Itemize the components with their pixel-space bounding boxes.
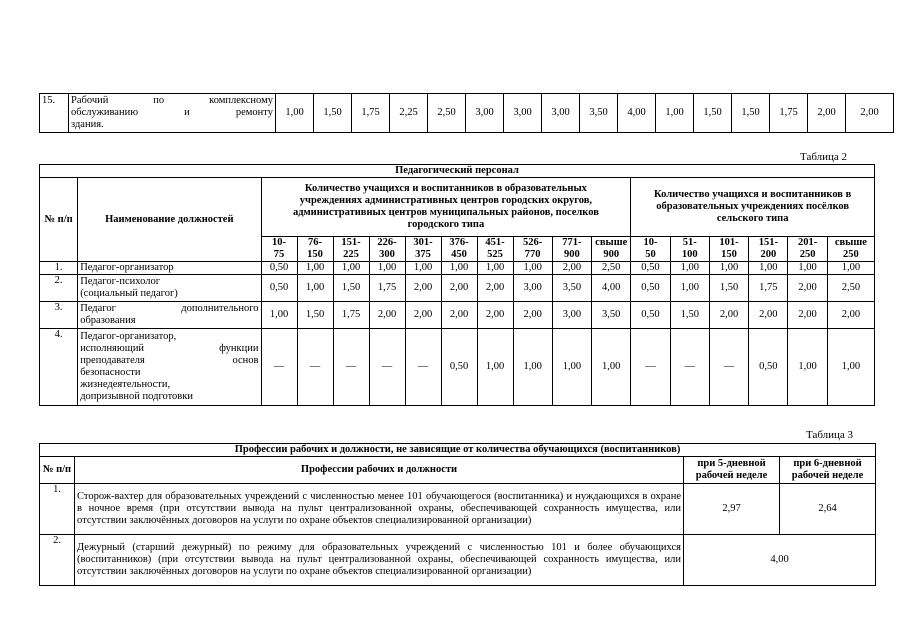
value-cell: 1,00 <box>477 329 513 406</box>
value-cell: 3,00 <box>552 302 591 329</box>
range-header: свыше 900 <box>592 237 631 262</box>
row-number: 2. <box>40 275 78 302</box>
value-cell: 1,50 <box>732 94 770 133</box>
value-cell: 2,00 <box>441 275 477 302</box>
value-cell: 2,00 <box>513 302 552 329</box>
value-cell: 1,00 <box>788 329 827 406</box>
value-cell: 1,50 <box>709 275 748 302</box>
column-header-profession: Профессии рабочих и должности <box>75 457 684 484</box>
value-cell: — <box>670 329 709 406</box>
value-cell: 2,25 <box>390 94 428 133</box>
value-cell: 4,00 <box>618 94 656 133</box>
value-cell: 1,00 <box>749 262 788 275</box>
value-cell: — <box>297 329 333 406</box>
name-line: обслуживанию и ремонту <box>71 107 273 118</box>
range-header: 10- 50 <box>631 237 670 262</box>
value-cell: 2,64 <box>780 484 876 535</box>
value-cell: 0,50 <box>441 329 477 406</box>
value-cell: 3,00 <box>504 94 542 133</box>
value-cell: 2,00 <box>552 262 591 275</box>
value-cell: 2,00 <box>477 302 513 329</box>
row-number: 2. <box>40 535 75 586</box>
table-row <box>40 302 875 329</box>
range-header: свыше 250 <box>827 237 874 262</box>
workers-table <box>39 443 876 586</box>
table-title: Педагогический персонал <box>40 165 875 178</box>
value-cell: 2,50 <box>428 94 466 133</box>
name-line: здания. <box>71 119 104 130</box>
value-cell: 1,00 <box>261 302 297 329</box>
value-cell: 1,75 <box>749 275 788 302</box>
column-header-number: № п/п <box>40 457 75 484</box>
value-cell: — <box>369 329 405 406</box>
column-group-rural: Количество учащихся и воспитанников в образовательных учреждениях посёлков сельского типа <box>631 178 875 237</box>
value-cell: 1,50 <box>297 302 333 329</box>
position-name <box>78 275 261 302</box>
column-header-6day: при 6-дневной рабочей неделе <box>780 457 876 484</box>
value-cell: 2,00 <box>749 302 788 329</box>
value-cell: 0,50 <box>631 302 670 329</box>
value-cell: 2,00 <box>808 94 846 133</box>
name-line: Педагог-организатор <box>80 262 174 273</box>
range-header: 201- 250 <box>788 237 827 262</box>
value-cell: 0,50 <box>261 262 297 275</box>
value-cell: 1,50 <box>694 94 732 133</box>
value-cell: — <box>333 329 369 406</box>
value-cell: 3,50 <box>592 302 631 329</box>
position-name <box>69 94 276 133</box>
range-header: 451- 525 <box>477 237 513 262</box>
name-line: Педагог-психолог <box>80 276 161 287</box>
value-cell: 1,00 <box>592 329 631 406</box>
value-cell: 1,00 <box>788 262 827 275</box>
value-cell: 2,00 <box>477 275 513 302</box>
name-line: Рабочий по комплексному <box>71 95 273 106</box>
value-cell: 1,00 <box>297 262 333 275</box>
range-header: 76- 150 <box>297 237 333 262</box>
row-number: 15. <box>40 94 69 133</box>
value-cell: 1,50 <box>314 94 352 133</box>
row-number: 1. <box>40 262 78 275</box>
column-header-number: № п/п <box>40 178 78 262</box>
value-cell: — <box>631 329 670 406</box>
value-cell: 2,00 <box>846 94 894 133</box>
position-name <box>78 302 261 329</box>
value-cell: — <box>709 329 748 406</box>
staffing-table-fragment <box>39 93 894 133</box>
value-cell: 2,00 <box>369 302 405 329</box>
value-cell: 2,00 <box>405 302 441 329</box>
value-cell: 1,00 <box>297 275 333 302</box>
value-cell: 3,00 <box>542 94 580 133</box>
row-number: 1. <box>40 484 75 535</box>
header-row <box>40 178 875 237</box>
table-row <box>40 94 894 133</box>
value-cell: 0,50 <box>749 329 788 406</box>
profession-text: Дежурный (старший дежурный) по режиму для образовательных учреждений с численностью 101 и более обучающихся (воспитанников) (при отсутствии вывода на пульт централизованной охраны, обеспечивающей сохранность имущества, или отсутствии заключённых договоров на услуги по охране объектов специализированной организации) <box>75 535 684 586</box>
table-row <box>40 484 876 535</box>
name-line: преподавателя основ <box>80 355 259 366</box>
name-line: образования <box>80 315 136 326</box>
table-row <box>40 262 875 275</box>
row-number: 3. <box>40 302 78 329</box>
value-cell: 1,75 <box>770 94 808 133</box>
value-cell: 2,00 <box>788 275 827 302</box>
value-cell: 1,00 <box>552 329 591 406</box>
value-cell: 3,50 <box>552 275 591 302</box>
value-cell: 1,75 <box>333 302 369 329</box>
range-header: 151- 225 <box>333 237 369 262</box>
value-cell: 1,00 <box>513 329 552 406</box>
value-cell: 3,00 <box>513 275 552 302</box>
range-header: 771- 900 <box>552 237 591 262</box>
name-line: Педагог дополнительного <box>80 303 259 314</box>
name-line: безопасности <box>80 367 141 378</box>
value-cell: 1,00 <box>333 262 369 275</box>
column-group-urban: Количество учащихся и воспитанников в образовательных учреждениях административных центров городских округов, административных центров муниципальных районов, поселков городского типа <box>261 178 631 237</box>
position-name <box>78 262 261 275</box>
value-cell: — <box>405 329 441 406</box>
table-row <box>40 329 875 406</box>
profession-text: Сторож-вахтер для образовательных учреждений с численностью менее 101 обучающегося (воспитанника) и нуждающихся в охране в ночное время (при отсутствии вывода на пульт централизованной охраны, обеспечивающей сохранность имущества, или отсутствии заключённых договоров на услуги по охране объектов специализированной организации) <box>75 484 684 535</box>
value-cell: 2,00 <box>788 302 827 329</box>
value-cell: 3,50 <box>580 94 618 133</box>
row-number: 4. <box>40 329 78 406</box>
table-title: Профессии рабочих и должности, не зависящие от количества обучающихся (воспитанников) <box>40 444 876 457</box>
value-cell: 2,97 <box>684 484 780 535</box>
value-cell: 1,00 <box>369 262 405 275</box>
value-cell: 4,00 <box>592 275 631 302</box>
name-line: (социальный педагог) <box>80 288 178 299</box>
value-cell: 2,00 <box>441 302 477 329</box>
table-row <box>40 275 875 302</box>
name-line: исполняющий функции <box>80 343 259 354</box>
range-header: 151- 200 <box>749 237 788 262</box>
name-line: допризывной подготовки <box>80 391 193 402</box>
column-header-5day: при 5-дневной рабочей неделе <box>684 457 780 484</box>
name-line: Педагог-организатор, <box>80 331 177 342</box>
value-cell: 2,50 <box>827 275 874 302</box>
range-header: 526- 770 <box>513 237 552 262</box>
value-cell: 0,50 <box>631 275 670 302</box>
column-header-position: Наименование должностей <box>78 178 261 262</box>
value-cell: — <box>261 329 297 406</box>
table-caption: Таблица 2 <box>800 151 848 163</box>
value-cell: 3,00 <box>466 94 504 133</box>
value-cell: 1,50 <box>670 302 709 329</box>
value-cell: 0,50 <box>261 275 297 302</box>
value-cell: 1,00 <box>827 262 874 275</box>
value-cell: 1,00 <box>709 262 748 275</box>
table-caption: Таблица 3 <box>806 429 854 441</box>
value-cell: 1,00 <box>513 262 552 275</box>
table-title-row <box>40 165 875 178</box>
value-cell: 1,00 <box>276 94 314 133</box>
range-header: 51- 100 <box>670 237 709 262</box>
value-cell: 2,50 <box>592 262 631 275</box>
value-cell: 1,75 <box>352 94 390 133</box>
value-cell: 1,50 <box>333 275 369 302</box>
value-cell: 2,00 <box>827 302 874 329</box>
value-cell: 2,00 <box>405 275 441 302</box>
position-name <box>78 329 261 406</box>
range-header: 10- 75 <box>261 237 297 262</box>
name-line: жизнедеятельности, <box>80 379 171 390</box>
range-header: 226- 300 <box>369 237 405 262</box>
range-header: 376- 450 <box>441 237 477 262</box>
header-row <box>40 457 876 484</box>
value-cell: 1,00 <box>670 262 709 275</box>
range-header: 101- 150 <box>709 237 748 262</box>
value-cell: 1,00 <box>670 275 709 302</box>
value-cell: 1,75 <box>369 275 405 302</box>
value-cell: 1,00 <box>405 262 441 275</box>
value-cell: 1,00 <box>441 262 477 275</box>
value-cell: 1,00 <box>656 94 694 133</box>
table-title-row <box>40 444 876 457</box>
value-cell: 1,00 <box>827 329 874 406</box>
value-cell-merged: 4,00 <box>684 535 876 586</box>
table-row <box>40 535 876 586</box>
range-header: 301- 375 <box>405 237 441 262</box>
value-cell: 2,00 <box>709 302 748 329</box>
value-cell: 1,00 <box>477 262 513 275</box>
pedagogical-staff-table <box>39 164 875 406</box>
value-cell: 0,50 <box>631 262 670 275</box>
